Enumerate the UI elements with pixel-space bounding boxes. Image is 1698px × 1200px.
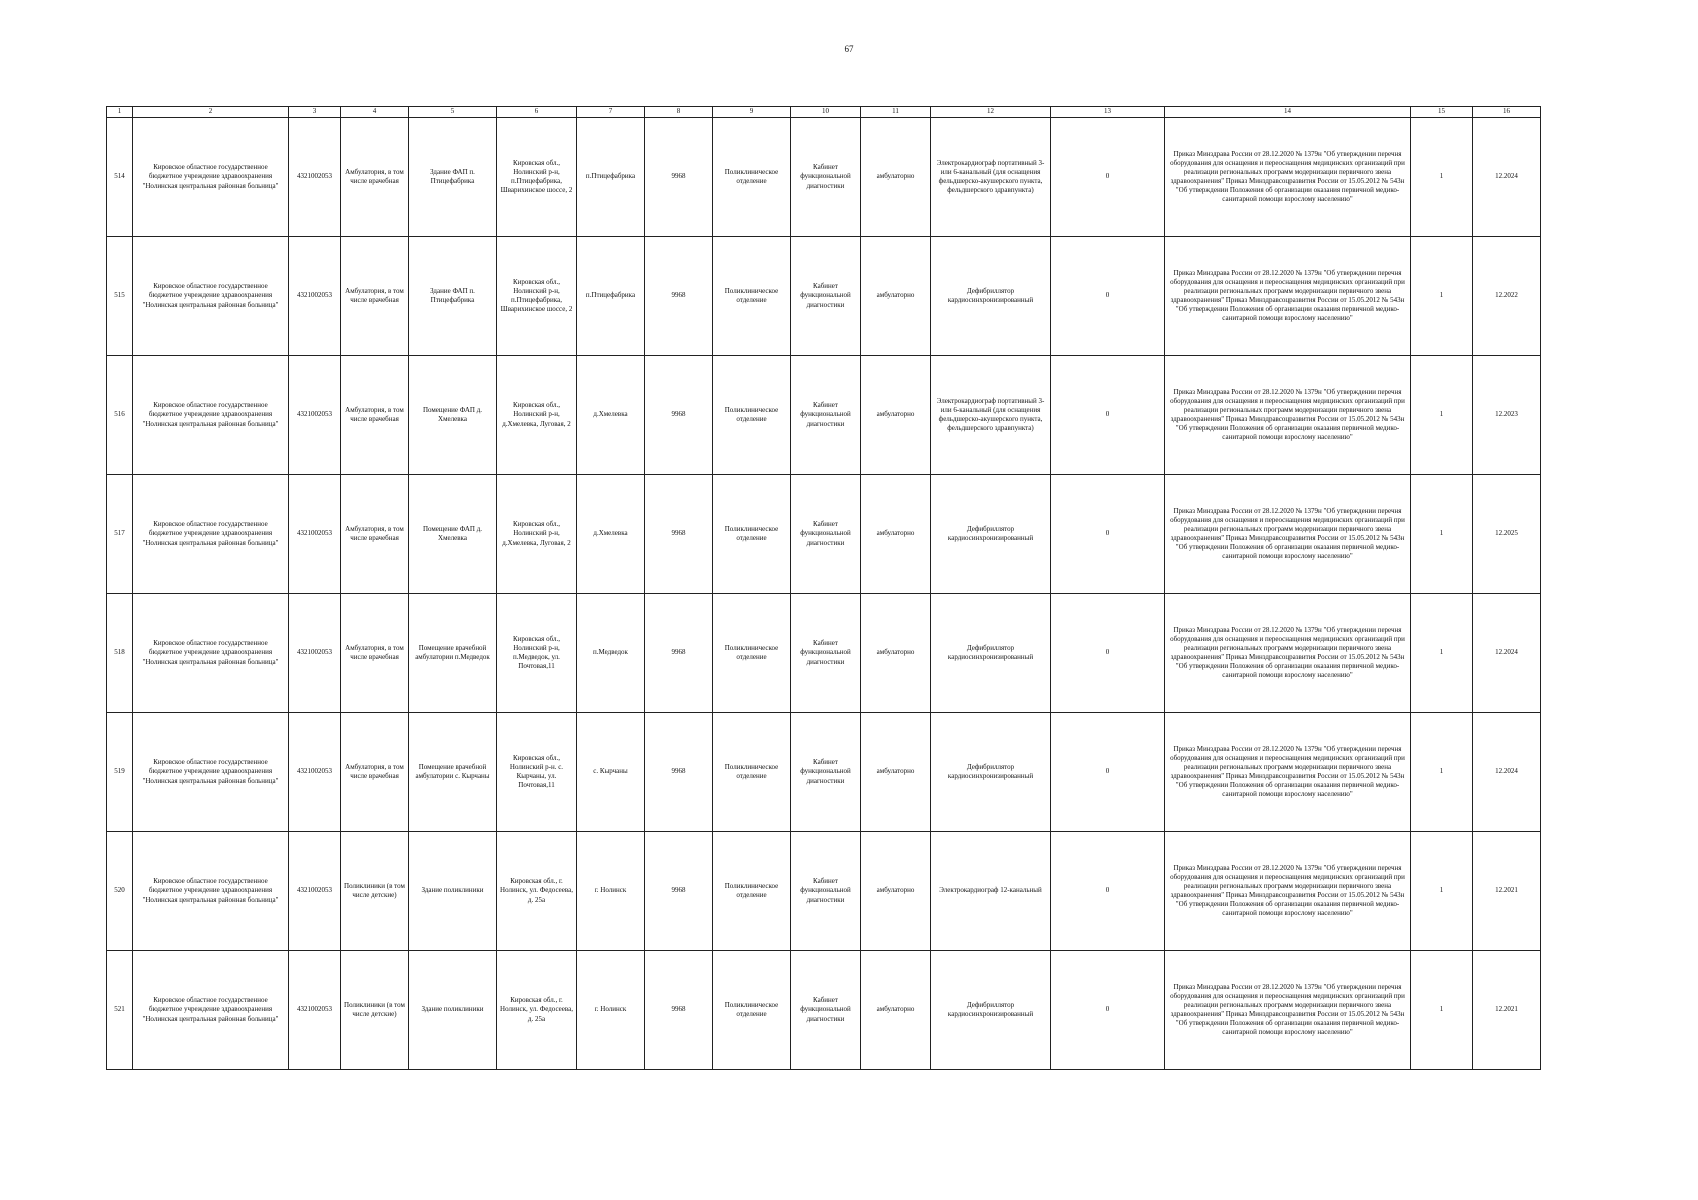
due-date-cell: 12.2024: [1473, 594, 1541, 713]
quantity-available-cell: 0: [1051, 118, 1165, 237]
inn-cell: 4321002053: [289, 475, 341, 594]
column-header: 10: [791, 107, 861, 118]
table-row: [107, 713, 1541, 832]
inn-cell: 4321002053: [289, 356, 341, 475]
building-cell: Здание поликлиники: [409, 832, 497, 951]
legal-basis-cell: Приказ Минздрава России от 28.12.2020 № 1379н "Об утверждении перечня оборудования для оснащения и переоснащения медицинских организаций при реализации региональных программ модернизации первичного звена здравоохранения" Приказ Минздравсоцразвития России от 15.05.2012 № 543н "Об утверждении Положения об организации оказания первичной медико-санитарной помощи взрослому населению": [1165, 475, 1411, 594]
quantity-needed-cell: 1: [1411, 832, 1473, 951]
legal-basis-cell: Приказ Минздрава России от 28.12.2020 № 1379н "Об утверждении перечня оборудования для оснащения и переоснащения медицинских организаций при реализации региональных программ модернизации первичного звена здравоохранения" Приказ Минздравсоцразвития России от 15.05.2012 № 543н "Об утверждении Положения об организации оказания первичной медико-санитарной помощи взрослому населению": [1165, 237, 1411, 356]
row-number-cell: 516: [107, 356, 133, 475]
due-date-cell: 12.2024: [1473, 713, 1541, 832]
locality-cell: г. Нолинск: [577, 951, 645, 1070]
building-cell: Помещение ФАП д. Хмелевка: [409, 356, 497, 475]
quantity-available-cell: 0: [1051, 951, 1165, 1070]
column-header: 14: [1165, 107, 1411, 118]
cabinet-cell: Кабинет функциональной диагностики: [791, 118, 861, 237]
code-cell: 9968: [645, 951, 713, 1070]
row-number-cell: 517: [107, 475, 133, 594]
quantity-needed-cell: 1: [1411, 951, 1473, 1070]
table-row: [107, 237, 1541, 356]
row-number-cell: 520: [107, 832, 133, 951]
equipment-cell: Электрокардиограф портативный 3- или 6-канальный (для оснащения фельдшерско-акушерского пункта, фельдшерского здравпункта): [931, 356, 1051, 475]
column-header: 1: [107, 107, 133, 118]
building-cell: Здание ФАП п. Птицефабрика: [409, 118, 497, 237]
column-header: 6: [497, 107, 577, 118]
organization-cell: Кировское областное государственное бюджетное учреждение здравоохранения "Нолинская центральная районная больница": [133, 713, 289, 832]
column-header: 3: [289, 107, 341, 118]
organization-cell: Кировское областное государственное бюджетное учреждение здравоохранения "Нолинская центральная районная больница": [133, 356, 289, 475]
quantity-available-cell: 0: [1051, 237, 1165, 356]
column-header: 13: [1051, 107, 1165, 118]
care-mode-cell: амбулаторно: [861, 475, 931, 594]
care-mode-cell: амбулаторно: [861, 356, 931, 475]
legal-basis-cell: Приказ Минздрава России от 28.12.2020 № 1379н "Об утверждении перечня оборудования для оснащения и переоснащения медицинских организаций при реализации региональных программ модернизации первичного звена здравоохранения" Приказ Минздравсоцразвития России от 15.05.2012 № 543н "Об утверждении Положения об организации оказания первичной медико-санитарной помощи взрослому населению": [1165, 951, 1411, 1070]
locality-cell: г. Нолинск: [577, 832, 645, 951]
cabinet-cell: Кабинет функциональной диагностики: [791, 951, 861, 1070]
code-cell: 9968: [645, 356, 713, 475]
facility-type-cell: Амбулатория, в том числе врачебная: [341, 713, 409, 832]
table-body: [107, 118, 1541, 1070]
due-date-cell: 12.2021: [1473, 832, 1541, 951]
care-mode-cell: амбулаторно: [861, 832, 931, 951]
building-cell: Здание ФАП п. Птицефабрика: [409, 237, 497, 356]
locality-cell: п.Птицефабрика: [577, 118, 645, 237]
address-cell: Кировская обл., Нолинский р-н, п.Птицефабрика, Шварихинское шоссе, 2: [497, 237, 577, 356]
column-header: 2: [133, 107, 289, 118]
row-number-cell: 519: [107, 713, 133, 832]
locality-cell: п.Птицефабрика: [577, 237, 645, 356]
column-header: 15: [1411, 107, 1473, 118]
table-row: [107, 951, 1541, 1070]
quantity-available-cell: 0: [1051, 356, 1165, 475]
legal-basis-cell: Приказ Минздрава России от 28.12.2020 № 1379н "Об утверждении перечня оборудования для оснащения и переоснащения медицинских организаций при реализации региональных программ модернизации первичного звена здравоохранения" Приказ Минздравсоцразвития России от 15.05.2012 № 543н "Об утверждении Положения об организации оказания первичной медико-санитарной помощи взрослому населению": [1165, 356, 1411, 475]
facility-type-cell: Поликлиники (в том числе детские): [341, 832, 409, 951]
table-row: [107, 594, 1541, 713]
legal-basis-cell: Приказ Минздрава России от 28.12.2020 № 1379н "Об утверждении перечня оборудования для оснащения и переоснащения медицинских организаций при реализации региональных программ модернизации первичного звена здравоохранения" Приказ Минздравсоцразвития России от 15.05.2012 № 543н "Об утверждении Положения об организации оказания первичной медико-санитарной помощи взрослому населению": [1165, 118, 1411, 237]
inn-cell: 4321002053: [289, 118, 341, 237]
care-mode-cell: амбулаторно: [861, 118, 931, 237]
due-date-cell: 12.2025: [1473, 475, 1541, 594]
quantity-available-cell: 0: [1051, 713, 1165, 832]
code-cell: 9968: [645, 594, 713, 713]
column-header: 8: [645, 107, 713, 118]
column-header: 7: [577, 107, 645, 118]
table-row: [107, 832, 1541, 951]
quantity-needed-cell: 1: [1411, 356, 1473, 475]
page-number: 67: [844, 44, 854, 54]
table-row: [107, 475, 1541, 594]
facility-type-cell: Амбулатория, в том числе врачебная: [341, 118, 409, 237]
address-cell: Кировская обл., Нолинский р-н, д.Хмелевка, Луговая, 2: [497, 356, 577, 475]
due-date-cell: 12.2024: [1473, 118, 1541, 237]
column-header: 11: [861, 107, 931, 118]
facility-type-cell: Поликлиники (в том числе детские): [341, 951, 409, 1070]
organization-cell: Кировское областное государственное бюджетное учреждение здравоохранения "Нолинская центральная районная больница": [133, 237, 289, 356]
code-cell: 9968: [645, 832, 713, 951]
legal-basis-cell: Приказ Минздрава России от 28.12.2020 № 1379н "Об утверждении перечня оборудования для оснащения и переоснащения медицинских организаций при реализации региональных программ модернизации первичного звена здравоохранения" Приказ Минздравсоцразвития России от 15.05.2012 № 543н "Об утверждении Положения об организации оказания первичной медико-санитарной помощи взрослому населению": [1165, 832, 1411, 951]
code-cell: 9968: [645, 237, 713, 356]
inn-cell: 4321002053: [289, 594, 341, 713]
column-header: 12: [931, 107, 1051, 118]
department-cell: Поликлиническое отделение: [713, 594, 791, 713]
row-number-cell: 518: [107, 594, 133, 713]
address-cell: Кировская обл., Нолинский р-н. с. Кырчаны, ул. Почтовая,11: [497, 713, 577, 832]
organization-cell: Кировское областное государственное бюджетное учреждение здравоохранения "Нолинская центральная районная больница": [133, 951, 289, 1070]
building-cell: Помещение врачебной амбулатории с. Кырчаны: [409, 713, 497, 832]
care-mode-cell: амбулаторно: [861, 951, 931, 1070]
quantity-needed-cell: 1: [1411, 118, 1473, 237]
department-cell: Поликлиническое отделение: [713, 118, 791, 237]
cabinet-cell: Кабинет функциональной диагностики: [791, 832, 861, 951]
quantity-needed-cell: 1: [1411, 237, 1473, 356]
organization-cell: Кировское областное государственное бюджетное учреждение здравоохранения "Нолинская центральная районная больница": [133, 475, 289, 594]
cabinet-cell: Кабинет функциональной диагностики: [791, 475, 861, 594]
building-cell: Помещение врачебной амбулатории п.Медведок: [409, 594, 497, 713]
quantity-available-cell: 0: [1051, 832, 1165, 951]
column-header: 16: [1473, 107, 1541, 118]
due-date-cell: 12.2022: [1473, 237, 1541, 356]
column-number-row: [107, 107, 1541, 118]
building-cell: Здание поликлиники: [409, 951, 497, 1070]
cabinet-cell: Кабинет функциональной диагностики: [791, 237, 861, 356]
care-mode-cell: амбулаторно: [861, 237, 931, 356]
legal-basis-cell: Приказ Минздрава России от 28.12.2020 № 1379н "Об утверждении перечня оборудования для оснащения и переоснащения медицинских организаций при реализации региональных программ модернизации первичного звена здравоохранения" Приказ Минздравсоцразвития России от 15.05.2012 № 543н "Об утверждении Положения об организации оказания первичной медико-санитарной помощи взрослому населению": [1165, 713, 1411, 832]
locality-cell: с. Кырчаны: [577, 713, 645, 832]
care-mode-cell: амбулаторно: [861, 594, 931, 713]
legal-basis-cell: Приказ Минздрава России от 28.12.2020 № 1379н "Об утверждении перечня оборудования для оснащения и переоснащения медицинских организаций при реализации региональных программ модернизации первичного звена здравоохранения" Приказ Минздравсоцразвития России от 15.05.2012 № 543н "Об утверждении Положения об организации оказания первичной медико-санитарной помощи взрослому населению": [1165, 594, 1411, 713]
quantity-needed-cell: 1: [1411, 594, 1473, 713]
organization-cell: Кировское областное государственное бюджетное учреждение здравоохранения "Нолинская центральная районная больница": [133, 594, 289, 713]
table-row: [107, 118, 1541, 237]
equipment-cell: Дефибриллятор кардиосинхронизированный: [931, 594, 1051, 713]
address-cell: Кировская обл., г. Нолинск, ул. Федосеева, д. 25а: [497, 951, 577, 1070]
facility-type-cell: Амбулатория, в том числе врачебная: [341, 356, 409, 475]
organization-cell: Кировское областное государственное бюджетное учреждение здравоохранения "Нолинская центральная районная больница": [133, 832, 289, 951]
department-cell: Поликлиническое отделение: [713, 832, 791, 951]
department-cell: Поликлиническое отделение: [713, 237, 791, 356]
equipment-cell: Дефибриллятор кардиосинхронизированный: [931, 475, 1051, 594]
cabinet-cell: Кабинет функциональной диагностики: [791, 356, 861, 475]
inn-cell: 4321002053: [289, 951, 341, 1070]
building-cell: Помещение ФАП д. Хмелевка: [409, 475, 497, 594]
column-header: 5: [409, 107, 497, 118]
equipment-cell: Дефибриллятор кардиосинхронизированный: [931, 951, 1051, 1070]
inn-cell: 4321002053: [289, 832, 341, 951]
department-cell: Поликлиническое отделение: [713, 475, 791, 594]
inn-cell: 4321002053: [289, 237, 341, 356]
locality-cell: д.Хмелевка: [577, 356, 645, 475]
due-date-cell: 12.2021: [1473, 951, 1541, 1070]
row-number-cell: 514: [107, 118, 133, 237]
quantity-needed-cell: 1: [1411, 713, 1473, 832]
column-header: 4: [341, 107, 409, 118]
department-cell: Поликлиническое отделение: [713, 356, 791, 475]
facility-type-cell: Амбулатория, в том числе врачебная: [341, 237, 409, 356]
cabinet-cell: Кабинет функциональной диагностики: [791, 713, 861, 832]
address-cell: Кировская обл., Нолинский р-н, п.Птицефабрика, Шварихинское шоссе, 2: [497, 118, 577, 237]
address-cell: Кировская обл., Нолинский р-н, д.Хмелевка, Луговая, 2: [497, 475, 577, 594]
equipment-cell: Электрокардиограф портативный 3- или 6-канальный (для оснащения фельдшерско-акушерского пункта, фельдшерского здравпункта): [931, 118, 1051, 237]
facility-type-cell: Амбулатория, в том числе врачебная: [341, 594, 409, 713]
cabinet-cell: Кабинет функциональной диагностики: [791, 594, 861, 713]
quantity-available-cell: 0: [1051, 475, 1165, 594]
department-cell: Поликлиническое отделение: [713, 713, 791, 832]
code-cell: 9968: [645, 118, 713, 237]
department-cell: Поликлиническое отделение: [713, 951, 791, 1070]
equipment-cell: Дефибриллятор кардиосинхронизированный: [931, 713, 1051, 832]
table-row: [107, 356, 1541, 475]
code-cell: 9968: [645, 713, 713, 832]
quantity-needed-cell: 1: [1411, 475, 1473, 594]
row-number-cell: 515: [107, 237, 133, 356]
locality-cell: п.Медведок: [577, 594, 645, 713]
equipment-cell: Дефибриллятор кардиосинхронизированный: [931, 237, 1051, 356]
code-cell: 9968: [645, 475, 713, 594]
care-mode-cell: амбулаторно: [861, 713, 931, 832]
organization-cell: Кировское областное государственное бюджетное учреждение здравоохранения "Нолинская центральная районная больница": [133, 118, 289, 237]
due-date-cell: 12.2023: [1473, 356, 1541, 475]
equipment-cell: Электрокардиограф 12-канальный: [931, 832, 1051, 951]
quantity-available-cell: 0: [1051, 594, 1165, 713]
row-number-cell: 521: [107, 951, 133, 1070]
column-header: 9: [713, 107, 791, 118]
equipment-register-table: [106, 106, 1541, 1070]
address-cell: Кировская обл., Нолинский р-н, п.Медведок, ул. Почтовая,11: [497, 594, 577, 713]
facility-type-cell: Амбулатория, в том числе врачебная: [341, 475, 409, 594]
address-cell: Кировская обл., г. Нолинск, ул. Федосеева, д. 25а: [497, 832, 577, 951]
locality-cell: д.Хмелевка: [577, 475, 645, 594]
inn-cell: 4321002053: [289, 713, 341, 832]
